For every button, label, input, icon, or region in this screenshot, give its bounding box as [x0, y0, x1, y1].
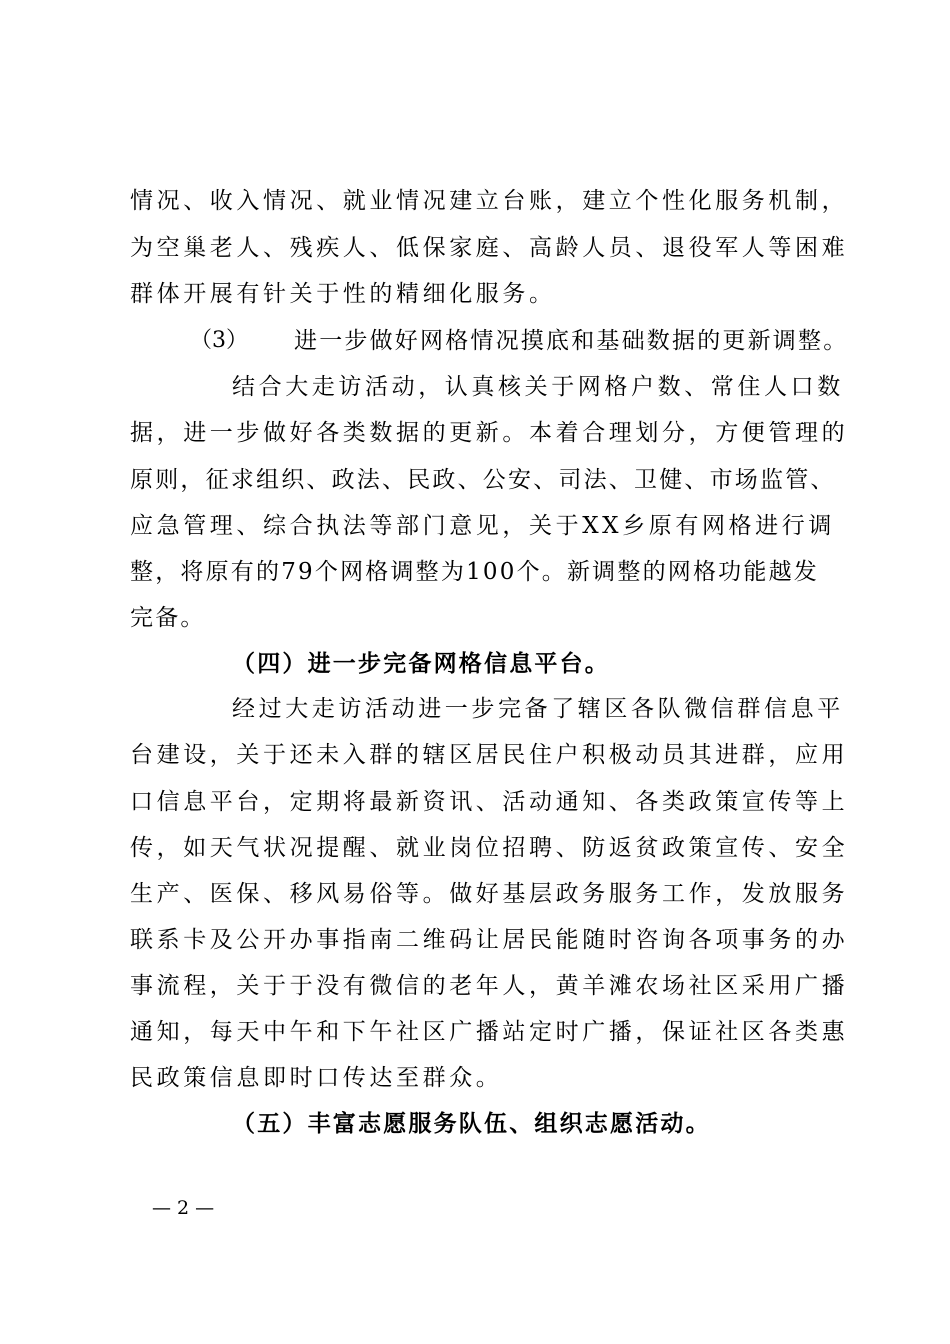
body-text-line: 整，将原有的79个网格调整为100个。新调整的网格功能越发 — [130, 559, 819, 585]
body-text-line: 据，进一步做好各类数据的更新。本着合理划分，方便管理的 — [130, 420, 849, 446]
section-3-number: （3） — [190, 328, 248, 353]
body-text-line: 口信息平台，定期将最新资讯、活动通知、各类政策宣传等上 — [130, 789, 849, 815]
body-text-line: 为空巢老人、残疾人、低保家庭、高龄人员、退役军人等困难 — [130, 235, 849, 261]
body-text-line: 通知，每天中午和下午社区广播站定时广播，保证社区各类惠 — [130, 1019, 849, 1045]
body-text-line: 结合大走访活动，认真核关于网格户数、常住人口数 — [232, 374, 844, 400]
body-text-line: 事流程，关于于没有微信的老年人，黄羊滩农场社区采用广播 — [130, 973, 849, 999]
page-number: — 2 — — [152, 1197, 215, 1219]
section-3-title: 进一步做好网格情况摸底和基础数据的更新调整。 — [294, 328, 849, 354]
body-text-line: 应急管理、综合执法等部门意见，关于XX乡原有网格进行调 — [130, 513, 835, 539]
body-text-line: 台建设，关于还未入群的辖区居民住户积极动员其进群，应用 — [130, 742, 849, 768]
body-text-line: 群体开展有针关于性的精细化服务。 — [130, 281, 556, 307]
body-text-line: 经过大走访活动进一步完备了辖区各队微信群信息平 — [232, 696, 844, 722]
body-text-line: 生产、医保、移风易俗等。做好基层政务服务工作，发放服务 — [130, 881, 849, 907]
body-text-line: 原则，征求组织、政法、民政、公安、司法、卫健、市场监管、 — [130, 467, 836, 493]
section-5-heading: （五）丰富志愿服务队伍、组织志愿活动。 — [232, 1110, 711, 1137]
body-text-line: 民政策信息即时口传达至群众。 — [130, 1065, 503, 1091]
section-4-heading: （四）进一步完备网格信息平台。 — [232, 650, 610, 677]
body-text-line: 完备。 — [130, 605, 206, 631]
body-text-line: 传，如天气状况提醒、就业岗位招聘、防返贫政策宣传、安全 — [130, 835, 849, 861]
body-text-line: 联系卡及公开办事指南二维码让居民能随时咨询各项事务的办 — [130, 927, 849, 953]
body-text-line: 情况、收入情况、就业情况建立台账，建立个性化服务机制， — [130, 188, 849, 214]
